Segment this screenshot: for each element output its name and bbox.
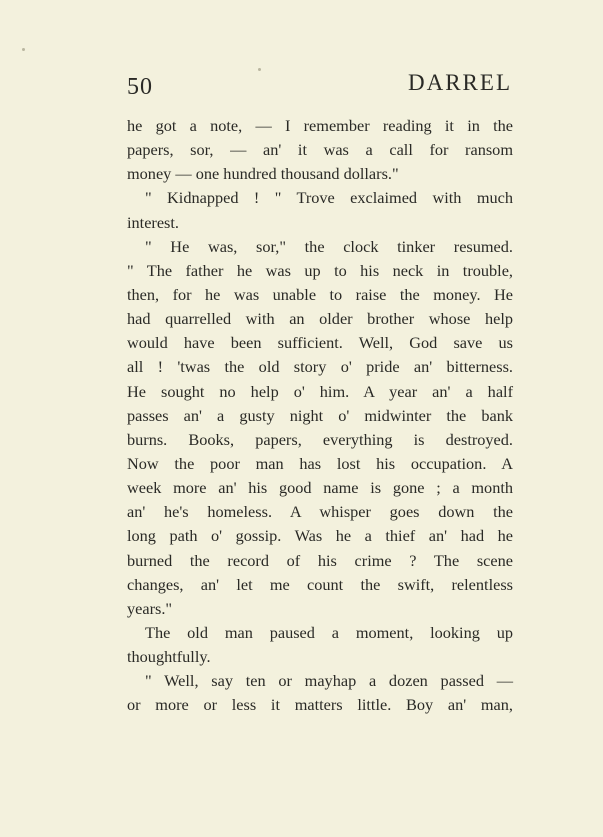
text-line: changes, an' let me count the swift, relentless (127, 574, 513, 594)
text-line: would have been sufficient. Well, God save us (127, 333, 513, 353)
page-header (127, 70, 512, 106)
text-line: then, for he was unable to raise the money. He (127, 284, 513, 304)
text-line: years." (127, 598, 173, 618)
text-line: burns. Books, papers, everything is destroyed. (127, 429, 513, 449)
body-text (127, 114, 513, 718)
text-line: He sought no help o' him. A year an' a half (127, 381, 513, 401)
text-line: The old man paused a moment, looking up (145, 622, 513, 642)
text-line: or more or less it matters little. Boy an' man, (127, 695, 513, 715)
text-line: Now the poor man has lost his occupation. A (127, 453, 513, 473)
text-line: " Kidnapped ! " Trove exclaimed with much (145, 188, 513, 208)
text-line: " Well, say ten or mayhap a dozen passed — (145, 671, 513, 691)
text-line: money — one hundred thousand dollars." (127, 164, 399, 184)
text-line: papers, sor, — an' it was a call for ransom (127, 140, 513, 160)
text-line: had quarrelled with an older brother whose help (127, 309, 513, 329)
text-line: an' he's homeless. A whisper goes down the (127, 502, 513, 522)
running-head: DARREL (408, 70, 512, 95)
text-line: all ! 'twas the old story o' pride an' bitterness. (127, 357, 513, 377)
text-line: long path o' gossip. Was he a thief an' had he (127, 526, 513, 546)
text-line: " The father he was up to his neck in trouble, (127, 260, 513, 280)
text-line: thoughtfully. (127, 647, 211, 667)
text-line: burned the record of his crime ? The scene (127, 550, 513, 570)
text-line: " He was, sor," the clock tinker resumed. (145, 236, 513, 256)
text-line: week more an' his good name is gone ; a month (127, 478, 513, 498)
text-line: he got a note, — I remember reading it in the (127, 116, 513, 135)
text-line: interest. (127, 212, 179, 232)
text-line: passes an' a gusty night o' midwinter the bank (127, 405, 513, 425)
page-number: 50 (127, 74, 153, 100)
paper-speck (22, 48, 25, 51)
